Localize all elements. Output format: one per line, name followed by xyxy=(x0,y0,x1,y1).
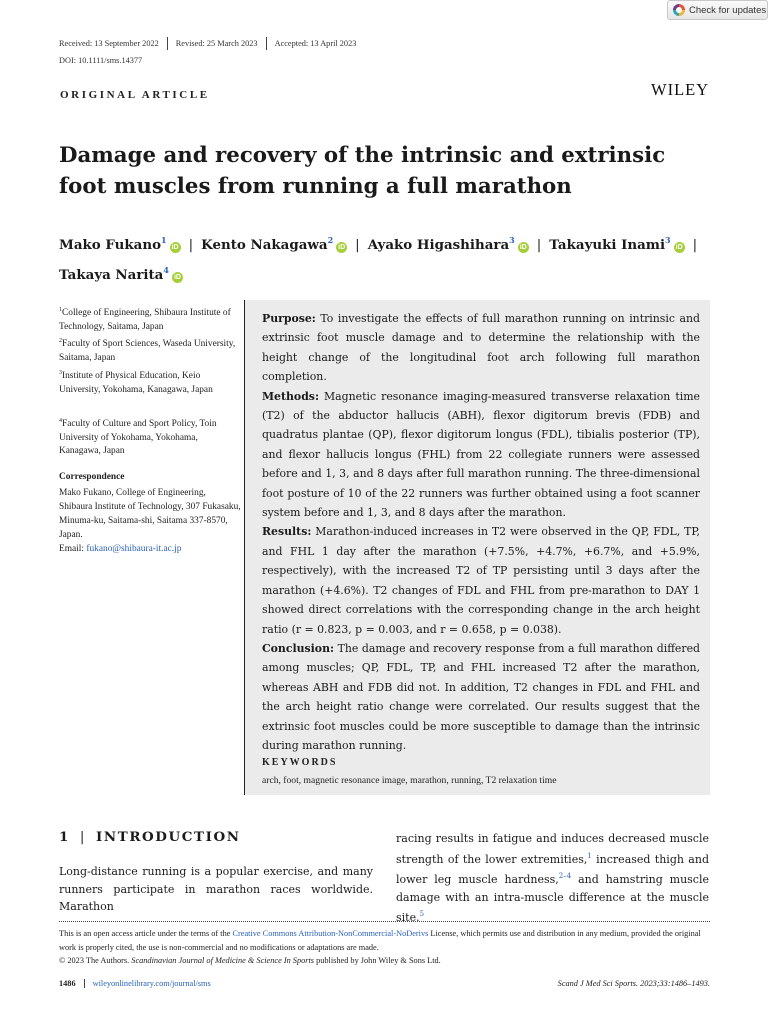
orcid-icon[interactable]: iD xyxy=(338,244,346,251)
keywords: arch, foot, magnetic resonance image, marathon, running, T2 relaxation time xyxy=(262,775,557,786)
citation: Scand J Med Sci Sports. 2023;33:1486–1493. xyxy=(557,979,710,988)
publisher-logo: WILEY xyxy=(651,80,710,99)
reference-link[interactable]: 5 xyxy=(419,910,425,919)
accepted-date: Accepted: 13 April 2023 xyxy=(274,39,357,48)
author-list: Mako Fukano$^1$iD | Kento Nakagawa$^2$iD | Ayako Higashihara$^3$iD | Takayuki Inami$^3$iD | Takaya Narita$^4$iD xyxy=(59,235,698,283)
correspondence: Mako Fukano, College of Engineering, Shibaura Institute of Technology, 307 Fukasaku, Minuma-ku, Saitama-shi, Saitama 337-8570, Japan. Email: fukano@shibaura-it.ac.jp xyxy=(59,488,241,554)
reference-link[interactable]: 2–4 xyxy=(558,872,572,881)
section-label: ORIGINAL ARTICLE xyxy=(60,89,210,101)
page-number: 1486 xyxy=(59,979,85,988)
body-text-col1: Long-distance running is a popular exercise, and many runners participate in marathon races worldwide. Marathon xyxy=(59,865,373,914)
author[interactable]: Kento Nakagawa$^2$iD xyxy=(201,235,346,253)
revised-date: Revised: 25 March 2023 xyxy=(176,37,267,50)
author[interactable]: Ayako Higashihara$^3$iD xyxy=(367,235,527,253)
page-footer xyxy=(59,979,710,988)
article-dates xyxy=(59,37,372,50)
journal-link[interactable]: wileyonlinelibrary.com/journal/sms xyxy=(92,979,211,988)
affiliation: $^3$Institute of Physical Education, Keio University, Yokohama, Kanagawa, Japan xyxy=(59,370,213,395)
article-title: Damage and recovery of the intrinsic and extrinsic foot muscles from running a full marathon xyxy=(59,143,666,199)
check-for-updates-label: Check for updates xyxy=(689,4,767,16)
doi: DOI: 10.1111/sms.14377 xyxy=(59,56,143,65)
divider xyxy=(59,921,710,922)
orcid-icon[interactable]: iD xyxy=(675,244,683,251)
abstract-conclusion: Conclusion: The damage and recovery response from a full marathon differed among muscles; QP, FDL, TP, and FHL increased T2 after the marathon, whereas ABH and FDB did not. In addition, T2 changes in FDL and FHL and the arch height ratio change were correlated. Our results suggest that the extrinsic foot muscles could be more susceptible to damage than the intrinsic during marathon running. xyxy=(262,641,700,752)
license-link[interactable]: Creative Commons Attribution-NonCommercial-NoDerivs xyxy=(232,929,429,938)
reference-link[interactable]: 1 xyxy=(587,851,592,860)
author[interactable]: Mako Fukano$^1$iD xyxy=(59,235,179,253)
crossmark-icon xyxy=(673,4,685,16)
license-note: This is an open access article under the terms of the Creative Commons Attribution-NonCommercial-NoDerivs License, which permits use and distribution in any medium, provided the original work is properly cited, the use is non-commercial and no modifications or adaptations are made. © 2023 The Authors. Scandinavian Journal of Medicine & Science In Sports published by John Wiley & Sons Ltd. xyxy=(59,929,701,965)
email-link[interactable]: fukano@shibaura-it.ac.jp xyxy=(86,544,182,554)
keywords-heading: KEYWORDS xyxy=(262,757,338,768)
abstract xyxy=(262,309,700,755)
affiliation: $^4$Faculty of Culture and Sport Policy, Toin University of Yokohama, Yokohama, Kanagawa, Japan xyxy=(59,418,217,456)
abstract-results: Results: Marathon-induced increases in T2 were observed in the QP, FDL, TP, and FHL 1 day after the marathon (+7.5%, +4.7%, +6.7%, and +5.9%, respectively), with the increased T2 of TP persisting until 3 days after the marathon (+4.6%). T2 changes of FDL and FHL from pre-marathon to DAY 1 showed direct correlations with the corresponding change in the arch height ratio (r = 0.823, p = 0.003, and r = 0.658, p = 0.038). xyxy=(262,525,700,636)
affiliation: $^1$College of Engineering, Shibaura Institute of Technology, Saitama, Japan xyxy=(59,307,231,332)
check-for-updates-button[interactable] xyxy=(667,0,768,20)
section-heading: 1 | INTRODUCTION xyxy=(59,829,241,845)
abstract-purpose: Purpose: To investigate the effects of full marathon running on intrinsic and extrinsic foot muscle damage and to determine the relationship with the height change of the longitudinal foot arch following full marathon completion. xyxy=(262,312,700,384)
received-date: Received: 13 September 2022 xyxy=(59,37,168,50)
orcid-icon[interactable]: iD xyxy=(173,274,181,281)
affiliation: $^2$Faculty of Sport Sciences, Waseda University, Saitama, Japan xyxy=(59,338,236,363)
abstract-methods: Methods: Magnetic resonance imaging-measured transverse relaxation time (T2) of the abductor hallucis (ABH), flexor digitorum brevis (FDB) and quadratus plantae (QP), flexor digitorum longus (FDL), tibialis posterior (TP), and flexor hallucis longus (FHL) from 22 collegiate runners were assessed before and 1, 3, and 8 days after full marathon running. The three-dimensional foot posture of 10 of the 22 runners was further obtained using a foot scanner system before and 1, 3, and 8 days after the marathon. xyxy=(262,389,700,520)
orcid-icon[interactable]: iD xyxy=(171,244,179,251)
orcid-icon[interactable]: iD xyxy=(519,244,527,251)
author[interactable]: Takayuki Inami$^3$iD xyxy=(549,235,683,253)
author[interactable]: Takaya Narita$^4$iD xyxy=(59,265,181,283)
body-text-col2: racing results in fatigue and induces decreased muscle strength of the lower extremities,$^1$ increased thigh and lower leg muscle hardness,$^{2-4}$ and hamstring muscle damage with an intra-muscle difference at the muscle site.$^5$ xyxy=(396,832,709,925)
correspondence-heading: Correspondence xyxy=(59,472,125,482)
